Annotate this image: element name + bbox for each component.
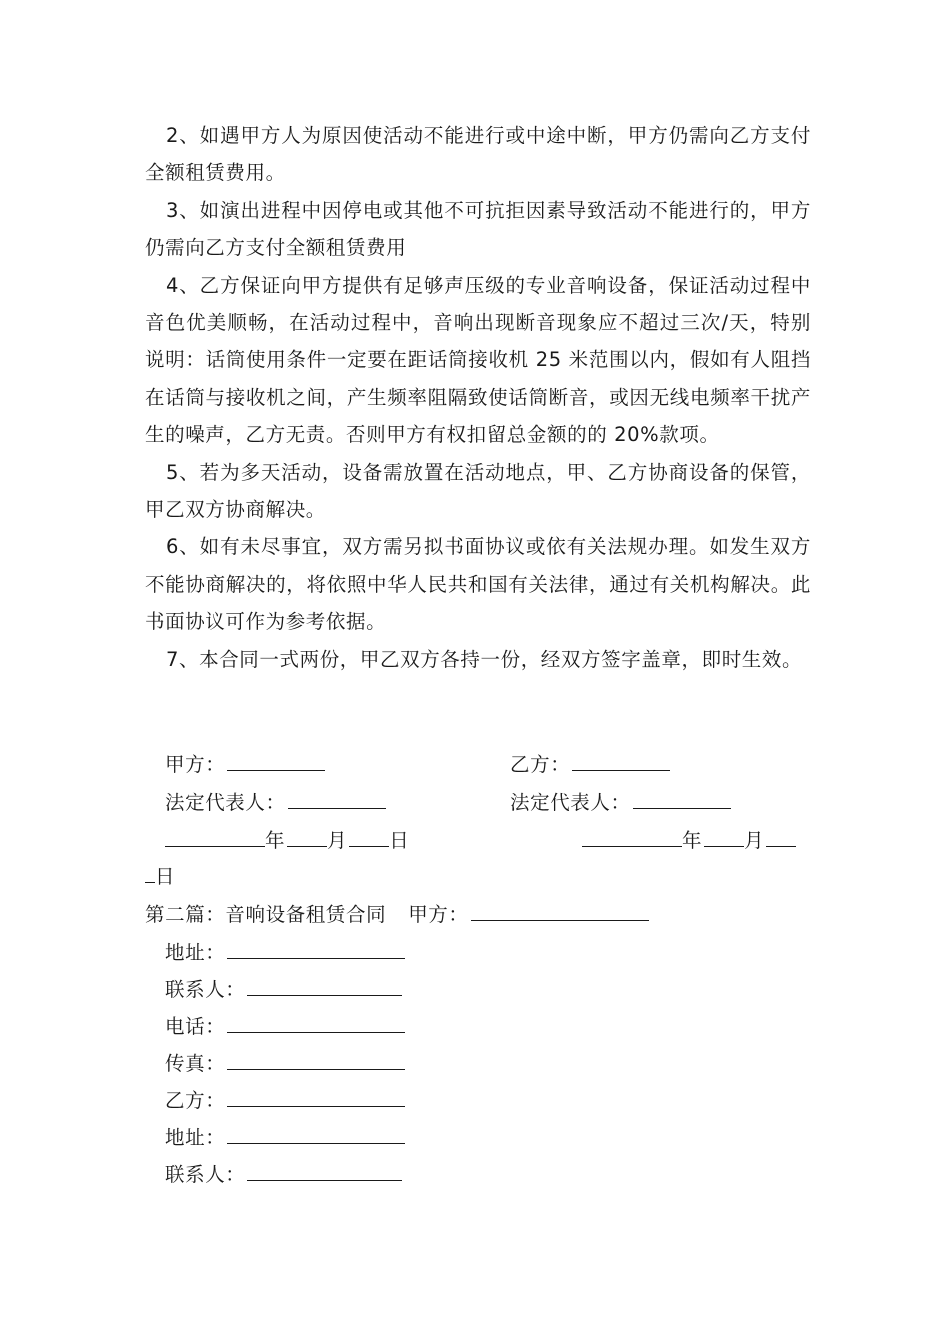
- date-b-month-blank: [704, 826, 744, 847]
- date-a: [165, 826, 409, 856]
- field-contact-a: [165, 975, 402, 1005]
- field-party-b: [165, 1086, 405, 1116]
- field-contact-b-blank: [247, 1160, 402, 1181]
- date-a-day: 日: [389, 829, 410, 852]
- rep-a-blank: [288, 788, 386, 809]
- field-contact-a-label: 联系人：: [165, 978, 246, 1001]
- party-b-blank: [572, 750, 670, 771]
- date-b-month: 月: [744, 829, 765, 852]
- second-party-a-label: 甲方：: [408, 903, 469, 926]
- field-phone-label: 电话：: [165, 1015, 226, 1038]
- field-fax-label: 传真：: [165, 1052, 226, 1075]
- clause-7: 7、本合同一式两份，甲乙双方各持一份，经双方签字盖章，即时生效。: [166, 647, 803, 671]
- date-b-day-blank-1: [766, 826, 796, 847]
- field-address-a-label: 地址：: [165, 941, 226, 964]
- field-address-b-blank: [227, 1123, 405, 1144]
- date-b-day-blank-2: [145, 862, 155, 883]
- field-party-b-blank: [227, 1086, 405, 1107]
- second-party-a-blank: [471, 900, 649, 921]
- date-a-month-blank: [287, 826, 327, 847]
- date-b-year-blank: [582, 826, 682, 847]
- second-contract-heading: 第二篇：音响设备租赁合同: [145, 903, 387, 926]
- party-a-blank: [227, 750, 325, 771]
- clause-2: 2、如遇甲方人为原因使活动不能进行或中途中断，甲方仍需向乙方支付全额租赁费用。: [145, 124, 811, 185]
- party-a-label: 甲方：: [165, 753, 226, 776]
- signature-date-wrap-row: [145, 862, 175, 892]
- rep-b-label: 法定代表人：: [510, 791, 631, 814]
- clause-5: 5、若为多天活动，设备需放置在活动地点，甲、乙方协商设备的保管，甲乙双方协商解决。: [145, 460, 811, 522]
- field-phone: [165, 1012, 405, 1042]
- field-address-b-label: 地址：: [165, 1126, 226, 1149]
- contract-terms: [145, 117, 811, 678]
- field-address-b: [165, 1123, 405, 1153]
- rep-b-blank: [633, 788, 731, 809]
- clause-3: 3、如演出进程中因停电或其他不可抗拒因素导致活动不能进行的，甲方仍需向乙方支付全额租赁费用: [145, 198, 811, 260]
- date-a-year: 年: [265, 829, 286, 852]
- rep-b-signature: [510, 788, 731, 818]
- field-contact-a-blank: [247, 975, 402, 996]
- field-contact-b-label: 联系人：: [165, 1163, 246, 1186]
- rep-a-signature: [165, 788, 386, 818]
- second-contract-heading-row: [145, 900, 649, 930]
- party-b-label: 乙方：: [510, 753, 571, 776]
- clause-6: 6、如有未尽事宜，双方需另拟书面协议或依有关法规办理。如发生双方不能协商解决的，将依照中华人民共和国有关法律，通过有关机构解决。此书面协议可作为参考依据。: [145, 535, 811, 634]
- clause-4: 4、乙方保证向甲方提供有足够声压级的专业音响设备，保证活动过程中音色优美顺畅，在活动过程中，音响出现断音现象应不超过三次/天，特别说明：话筒使用条件一定要在距话筒接收机 25 米范围以内，假如有人阻挡在话筒与接收机之间，产生频率阻隔致使话筒断音，或因无线电频率干扰产生的噪声，乙方无责。否则甲方有权扣留总金额的的 20%款项。: [145, 273, 811, 447]
- field-fax-blank: [227, 1049, 405, 1070]
- date-a-month: 月: [327, 829, 348, 852]
- date-a-day-blank: [349, 826, 389, 847]
- field-contact-b: [165, 1160, 402, 1190]
- field-address-a: [165, 938, 405, 968]
- rep-a-label: 法定代表人：: [165, 791, 286, 814]
- date-b: [582, 826, 796, 856]
- field-phone-blank: [227, 1012, 405, 1033]
- field-fax: [165, 1049, 405, 1079]
- field-party-b-label: 乙方：: [165, 1089, 226, 1112]
- party-a-signature: [165, 750, 325, 780]
- date-a-year-blank: [165, 826, 265, 847]
- field-address-a-blank: [227, 938, 405, 959]
- date-b-day: 日: [155, 865, 176, 888]
- party-b-signature: [510, 750, 670, 780]
- date-b-year: 年: [682, 829, 703, 852]
